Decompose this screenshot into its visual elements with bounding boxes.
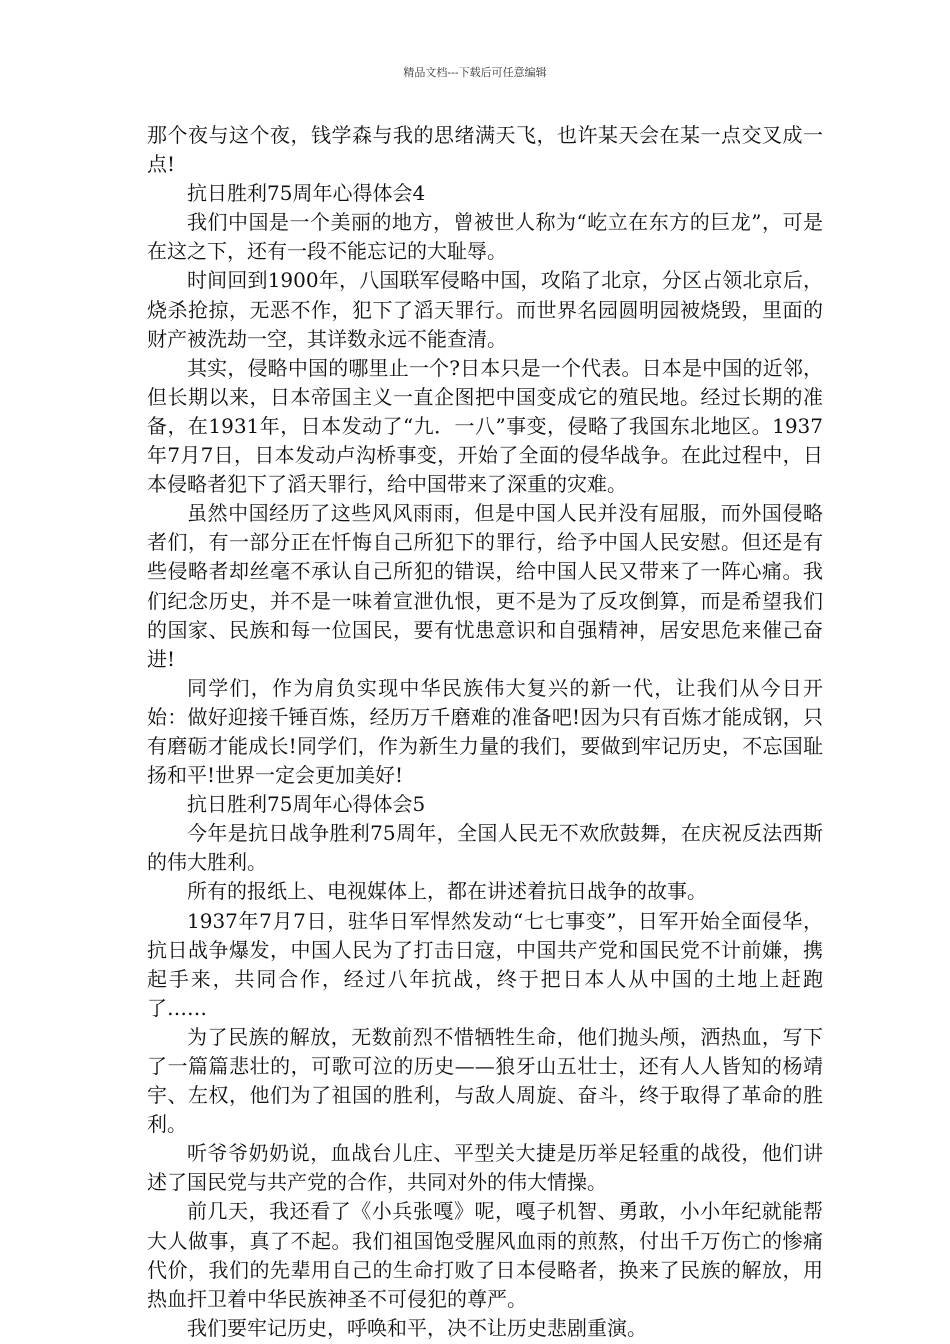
paragraph: 我们中国是一个美丽的地方，曾被世人称为“屹立在东方的巨龙”，可是在这之下，还有一段不能忘记的大耻辱。 — [147, 210, 823, 264]
section-heading: 抗日胜利75周年心得体会5 — [187, 792, 426, 817]
paragraph: 听爷爷奶奶说，血战台儿庄、平型关大捷是历举足轻重的战役，他们讲述了国民党与共产党的合作，共同对外的伟大情操。 — [147, 1141, 823, 1195]
paragraph: 虽然中国经历了这些风风雨雨，但是中国人民并没有屈服，而外国侵略者们，有一部分正在忏悔自己所犯下的罪行，给予中国人民安慰。但还是有些侵略者却丝毫不承认自己所犯的错误，给中国人民又带来了一阵心痛。我们纪念历史，并不是一味着宣泄仇恨，更不是为了反攻倒算，而是希望我们的国家、民族和每一位国民，要有忧患意识和自强精神，居安思危来催己奋进! — [147, 501, 823, 671]
document-body — [147, 121, 823, 1343]
paragraph: 其实，侵略中国的哪里止一个?日本只是一个代表。日本是中国的近邻，但长期以来，日本帝国主义一直企图把中国变成它的殖民地。经过长期的准备，在1931年，日本发动了“九．一八”事变，侵略了我国东北地区。1937年7月7日，日本发动卢沟桥事变，开始了全面的侵华战争。在此过程中，日本侵略者犯下了滔天罪行，给中国带来了深重的灾难。 — [147, 355, 823, 497]
paragraph: 我们要牢记历史，呼唤和平，决不让历史悲剧重演。 — [187, 1315, 647, 1340]
section-heading: 抗日胜利75周年心得体会4 — [187, 181, 426, 206]
page-header: 精品文档---下载后可任意编辑 — [403, 66, 547, 79]
paragraph: 所有的报纸上、电视媒体上，都在讲述着抗日战争的故事。 — [187, 879, 707, 904]
paragraph: 那个夜与这个夜，钱学森与我的思绪满天飞，也许某天会在某一点交叉成一点! — [147, 123, 823, 177]
paragraph: 前几天，我还看了《小兵张嘎》呢，嘎子机智、勇敢，小小年纪就能帮大人做事，真了不起。我们祖国饱受腥风血雨的煎熬，付出千万伤亡的惨痛代价，我们的先辈用自己的生命打败了日本侵略者，换来了民族的解放，用热血扞卫着中华民族神圣不可侵犯的尊严。 — [147, 1199, 823, 1311]
paragraph: 同学们，作为肩负实现中华民族伟大复兴的新一代，让我们从今日开始：做好迎接千锤百炼，经历万千磨难的准备吧!因为只有百炼才能成钢，只有磨砺才能成长!同学们，作为新生力量的我们，要做到牢记历史，不忘国耻扬和平!世界一定会更加美好! — [147, 675, 823, 788]
paragraph: 今年是抗日战争胜利75周年，全国人民无不欢欣鼓舞，在庆祝反法西斯的伟大胜利。 — [147, 821, 823, 875]
paragraph: 1937年7月7日，驻华日军悍然发动“七七事变”，日军开始全面侵华，抗日战争爆发，中国人民为了打击日寇，中国共产党和国民党不计前嫌，携起手来，共同合作，经过八年抗战，终于把日本人从中国的土地上赶跑了…… — [147, 908, 823, 1020]
paragraph: 时间回到1900年，八国联军侵略中国，攻陷了北京，分区占领北京后，烧杀抢掠，无恶不作，犯下了滔天罪行。而世界名园圆明园被烧毁，里面的财产被洗劫一空，其详数永远不能查清。 — [147, 268, 823, 351]
paragraph: 为了民族的解放，无数前烈不惜牺牲生命，他们抛头颅，洒热血，写下了一篇篇悲壮的，可歌可泣的历史——狼牙山五壮士，还有人人皆知的杨靖宇、左权，他们为了祖国的胜利，与敌人周旋、奋斗，终于取得了革命的胜利。 — [147, 1024, 823, 1137]
